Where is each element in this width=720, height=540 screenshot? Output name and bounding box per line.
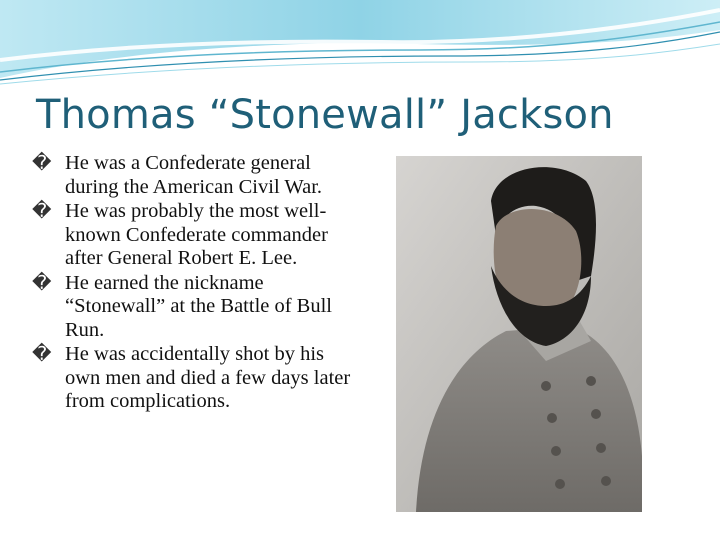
bullet-item: [32, 343, 362, 414]
bullet-marker: �: [32, 200, 52, 222]
bullet-marker: �: [32, 271, 52, 294]
bullet-text: He was a Confederate general during the American Civil War.: [65, 152, 323, 198]
bullet-item: [32, 152, 362, 199]
bullet-text: He was accidentally shot by his own men and died a few days later from complications.: [65, 343, 351, 412]
portrait-illustration: [396, 156, 642, 512]
bullet-text: He was probably the most well-known Confederate commander after General Robert E. Lee.: [65, 200, 328, 269]
bullet-item: [32, 272, 362, 343]
bullet-item: [32, 200, 362, 271]
bullet-list: [32, 152, 362, 415]
bullet-text: He earned the nickname “Stonewall” at the Battle of Bull Run.: [65, 271, 333, 341]
bullet-marker: �: [32, 343, 52, 365]
decorative-header-waves: [0, 0, 720, 90]
slide-title: Thomas “Stonewall” Jackson: [36, 92, 614, 138]
bullet-marker: �: [32, 152, 52, 174]
portrait-photo: [396, 156, 642, 512]
